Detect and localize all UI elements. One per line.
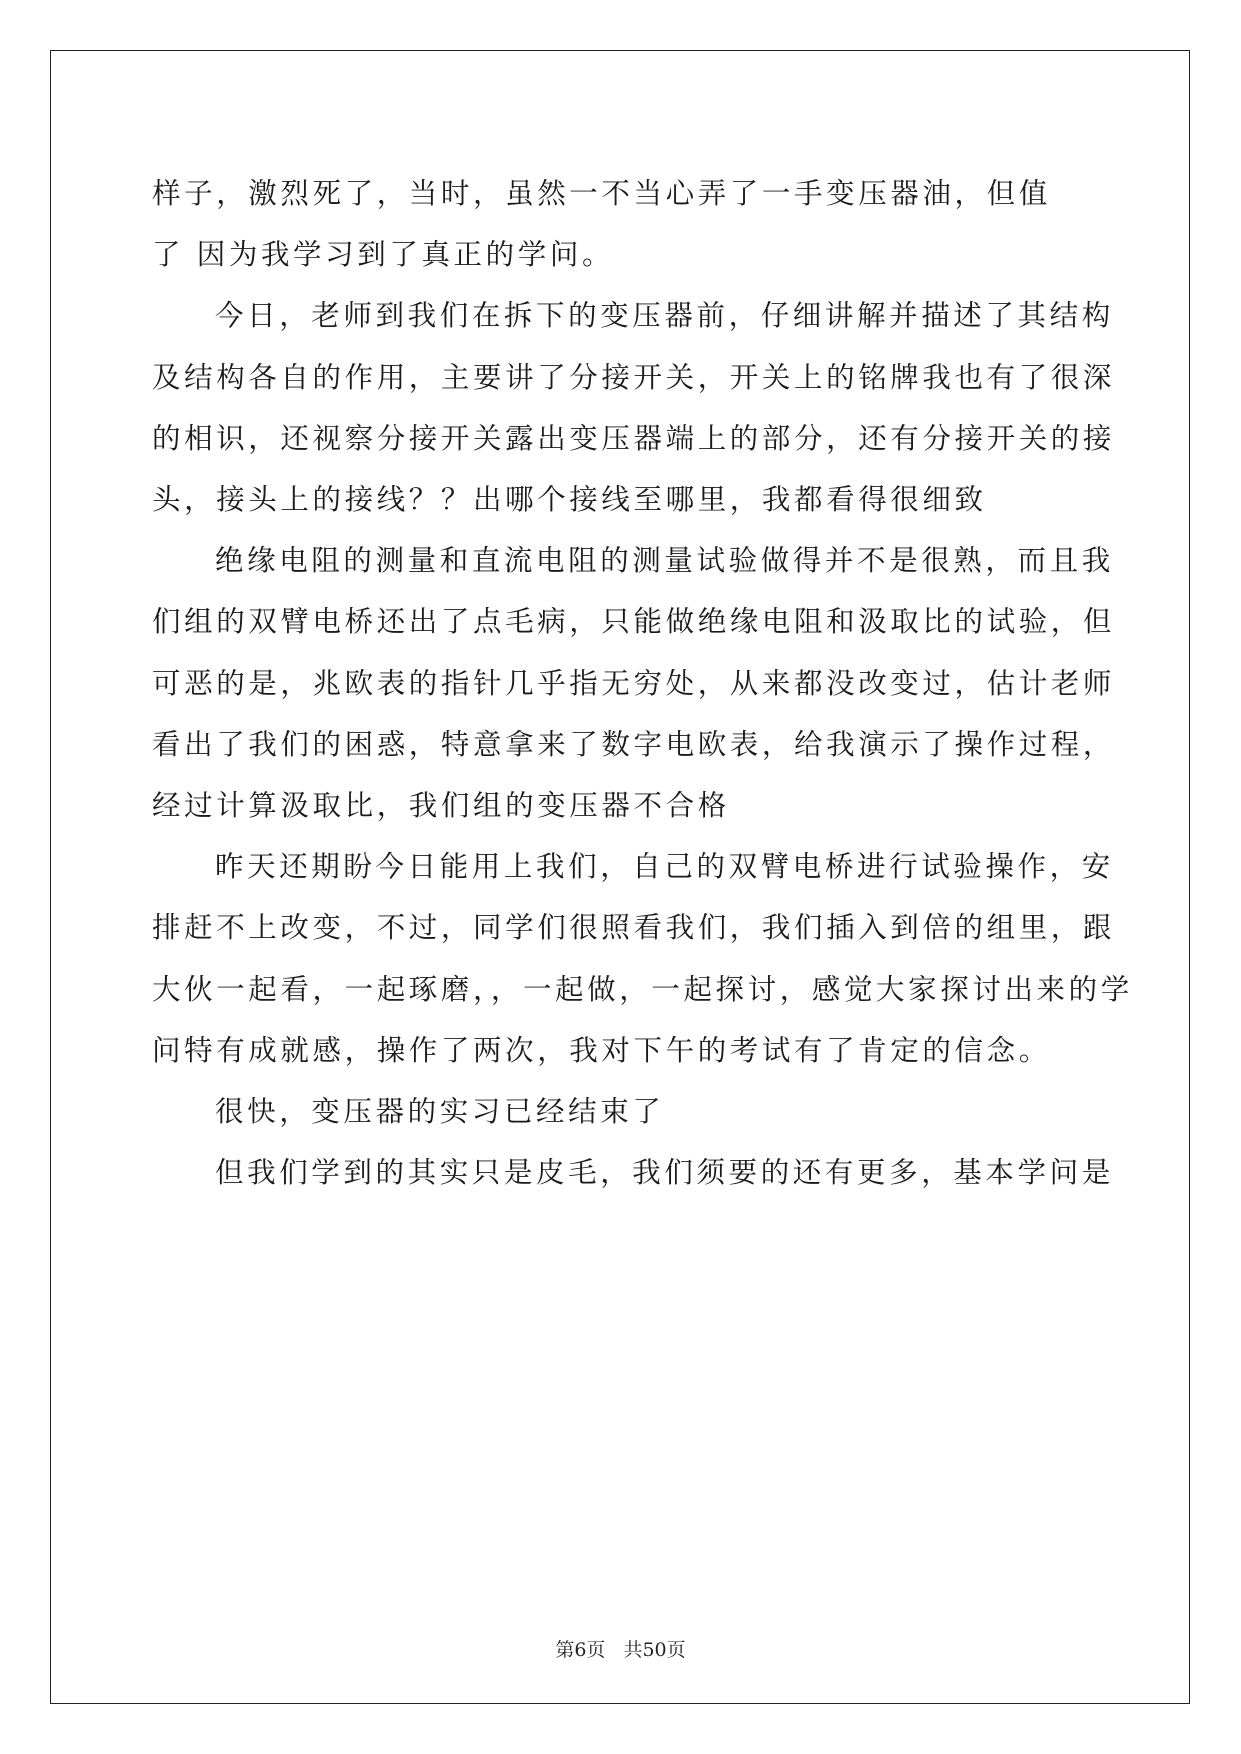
text-line: 但我们学到的其实只是皮毛，我们须要的还有更多，基本学问是 [215,1156,1114,1190]
text-line: 及结构各自的作用，主要讲了分接开关，开关上的铭牌我也有了很深 [152,360,1116,394]
text-line: 了 因为我学习到了真正的学问。 [152,238,615,272]
text-line: 大伙一起看，一起琢磨，，一起做，一起探讨，感觉大家探讨出来的学 [152,972,1133,1006]
paragraph-2 [152,285,1116,530]
text-line: 问特有成就感，操作了两次，我对下午的考试有了肯定的信念。 [152,1033,1051,1067]
paragraph-6 [152,1142,1114,1203]
text-line: 经过计算汲取比，我们组的变压器不合格 [152,789,730,823]
page-total: 共50页 [623,1639,686,1661]
paragraph-3 [152,530,1116,836]
paragraph-1 [152,163,1092,285]
text-line: 昨天还期盼今日能用上我们，自己的双臂电桥进行试验操作，安 [215,850,1114,884]
text-line: 今日，老师到我们在拆下的变压器前，仔细讲解并描述了其结构 [215,299,1114,333]
page-footer [0,1635,1241,1662]
text-line: 排赶不上改变，不过，同学们很照看我们，我们插入到倍的组里，跟 [152,911,1116,945]
text-line: 很快，变压器的实习已经结束了 [215,1095,665,1129]
document-body [152,163,1133,1203]
text-line: 头，接头上的接线？？出哪个接线至哪里，我都看得很细致 [152,483,987,517]
page-number: 第6页 [555,1639,606,1661]
text-line: 看出了我们的困惑，特意拿来了数字电欧表，给我演示了操作过程， [152,727,1116,761]
paragraph-4 [152,836,1133,1081]
text-line: 的相识，还视察分接开关露出变压器端上的部分，还有分接开关的接 [152,421,1116,455]
text-line: 们组的双臂电桥还出了点毛病，只能做绝缘电阻和汲取比的试验，但 [152,605,1116,639]
text-line: 样子，激烈死了，当时，虽然一不当心弄了一手变压器油，但值 [152,177,1051,210]
paragraph-5 [152,1081,1092,1142]
text-line: 绝缘电阻的测量和直流电阻的测量试验做得并不是很熟，而且我 [215,544,1114,578]
text-line: 可恶的是，兆欧表的指针几乎指无穷处，从来都没改变过，估计老师 [152,666,1116,700]
